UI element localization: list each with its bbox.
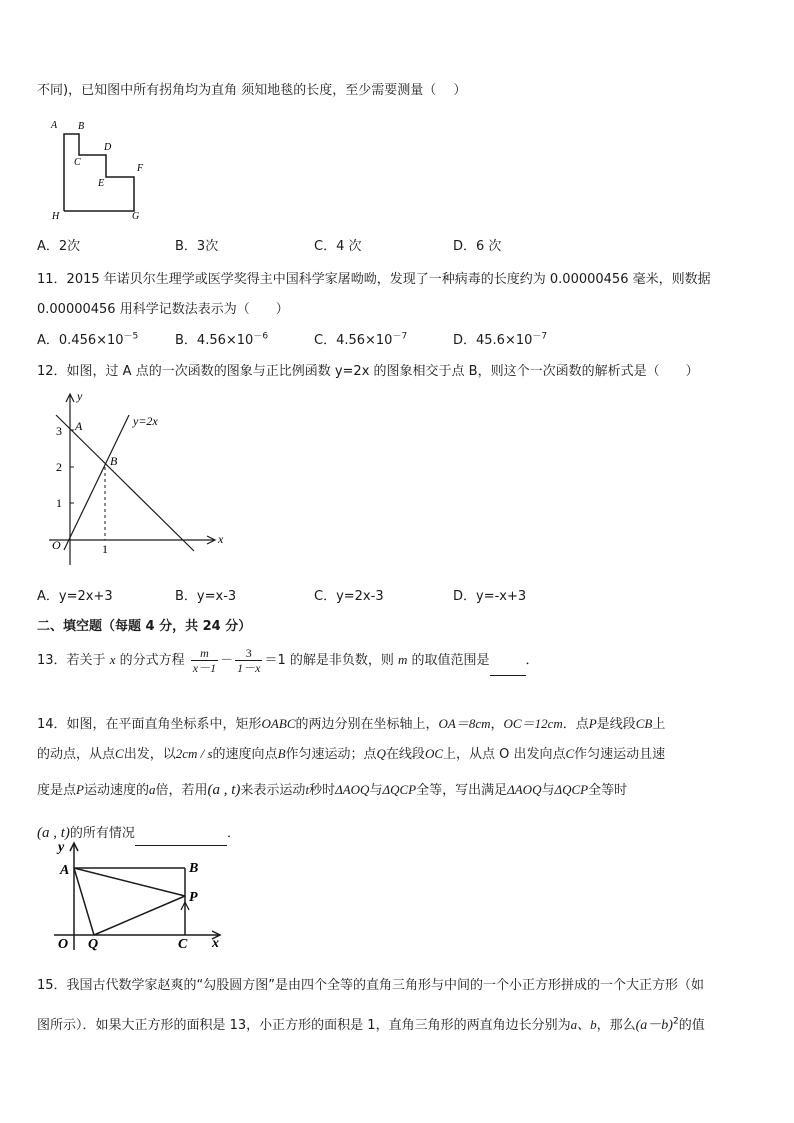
q13-text — [37, 645, 539, 675]
q14-l2m: 作匀速运动且速 — [574, 747, 666, 762]
q10-option-c[interactable]: C．4 次 — [314, 239, 362, 254]
q15-text-line1: 15．我国古代数学家赵爽的“勾股圆方图”是由四个全等的直角三角形与中间的一个小正方形拼成的一个大正方形（如 — [37, 978, 705, 993]
q14-l1h: P — [588, 716, 597, 731]
q15-l2c: ，那么 — [596, 1018, 636, 1033]
q14-l3m: 全等，写出满足 — [416, 783, 508, 798]
q12-origin-label: O — [52, 538, 61, 552]
q10-option-d[interactable]: D．6 次 — [453, 239, 502, 254]
q14-l2c: 出发，以 — [123, 747, 176, 762]
q12-tick-x-1: 1 — [102, 542, 108, 556]
q13-var-m: m — [397, 652, 408, 667]
q13-frac2-num: 3 — [235, 646, 262, 661]
q13-fraction-1 — [191, 646, 218, 675]
q10-label-b: B — [78, 121, 85, 132]
q14-l1d: OA＝8cm — [438, 716, 491, 731]
q11-option-c-exp: －7 — [392, 331, 408, 342]
q14-text-line2 — [37, 745, 665, 764]
q14-fig-q-label: Q — [88, 937, 99, 952]
q14-l3c: 运动速度的 — [83, 783, 149, 798]
q12-option-b[interactable]: B．y=x-3 — [175, 589, 237, 604]
q14-l3n: ΔAOQ — [507, 782, 542, 797]
q11-option-a-base: A．0.456×10 — [37, 333, 124, 348]
q10-label-g: G — [132, 211, 140, 222]
q13-minus: － — [220, 653, 234, 668]
q12-option-c[interactable]: C．y=2x-3 — [314, 589, 384, 604]
q12-point-a-label: A — [75, 419, 83, 433]
q15-l2b: a、b — [570, 1017, 597, 1032]
q14-l3d: a — [148, 782, 156, 797]
q14-l1e: ， — [490, 717, 504, 732]
q13-frac1-den: x－1 — [192, 661, 217, 675]
q13-end: ． — [525, 653, 539, 668]
q10-label-e: E — [98, 178, 105, 189]
q11-option-b[interactable] — [175, 332, 268, 350]
q13-frac1-num: m — [191, 646, 218, 661]
q10-option-a[interactable]: A．2次 — [37, 239, 81, 254]
q13-frac2-den: 1－x — [237, 661, 261, 675]
q14-l3f: (a , t) — [207, 782, 241, 798]
q11-option-b-exp: －6 — [253, 331, 269, 342]
q11-option-b-base: B．4.56×10 — [175, 333, 254, 348]
q10-text: 不同)，已知图中所有拐角均为直角 须知地毯的长度，至少需要测量（ ） — [37, 83, 467, 98]
q15-text-line2 — [37, 1014, 705, 1037]
q11-option-d-exp: －7 — [532, 331, 548, 342]
q10-label-c: C — [74, 157, 81, 168]
q12-text: 12．如图，过 A 点的一次函数的图象与正比例函数 y=2x 的图象相交于点 B，则这个一次函数的解析式是（ ） — [37, 364, 699, 379]
q14-fig-x-label: x — [212, 936, 219, 951]
q14-fig-y-label: y — [58, 840, 65, 855]
q14-l3j: ΔAOQ — [335, 782, 370, 797]
q15-l2e: 2 — [672, 1016, 679, 1027]
q10-carpet-figure — [44, 115, 154, 225]
q14-l1k: 上 — [652, 717, 666, 732]
q14-l3o: 与 — [541, 783, 555, 798]
q11-option-d[interactable] — [453, 332, 547, 350]
q14-l2h: Q — [376, 746, 386, 761]
q14-l1i: 是线段 — [596, 717, 636, 732]
q12-y-axis-label: y — [77, 389, 83, 403]
q11-option-c-base: C．4.56×10 — [314, 333, 393, 348]
q11-text-line2: 0.00000456 用科学记数法表示为（ ） — [37, 302, 289, 317]
q14-l3g: 来表示运动 — [240, 783, 306, 798]
q10-option-b[interactable]: B．3次 — [175, 239, 219, 254]
q11-text-line1: 11．2015 年诺贝尔生理学或医学奖得主中国科学家屠呦呦，发现了一种病毒的长度约为 0.00000456 毫米，则数据 — [37, 272, 711, 287]
q14-l3a: 度是点 — [37, 783, 77, 798]
q14-l1g: ．点 — [562, 717, 589, 732]
q15-l2d: (a－b) — [635, 1018, 673, 1033]
q14-l3b: P — [76, 782, 84, 797]
q11-option-a-exp: －5 — [123, 331, 139, 342]
q12-option-a[interactable]: A．y=2x+3 — [37, 589, 113, 604]
q13-pre: 13．若关于 — [37, 653, 106, 668]
q14-fig-o-label: O — [58, 937, 69, 952]
q10-label-a: A — [51, 120, 58, 131]
q14-l4a: (a , t) — [37, 825, 70, 841]
q12-tick-y-3: 3 — [56, 424, 62, 438]
q14-l3k: 与 — [369, 783, 383, 798]
q15-l2f: 的值 — [678, 1018, 705, 1033]
q13-post: 的取值范围是 — [411, 653, 490, 668]
q14-l1c: 的两边分别在坐标轴上， — [295, 717, 439, 732]
q14-text-line3 — [37, 778, 627, 803]
q14-l2k: 上，从点 O 出发向点 — [443, 747, 566, 762]
q12-point-b-label: B — [110, 454, 118, 468]
q14-l2f: B — [277, 746, 286, 761]
q14-rectangle-figure — [44, 838, 234, 953]
q12-tick-y-1: 1 — [56, 496, 62, 510]
q14-l3l: ΔQCP — [382, 782, 417, 797]
q13-mid: 的分式方程 — [119, 653, 185, 668]
q14-l2g: 作匀速运动；点 — [285, 747, 377, 762]
q11-option-a[interactable] — [37, 332, 138, 350]
q14-l2e: 的速度向点 — [212, 747, 278, 762]
q14-l1b: OABC — [261, 716, 296, 731]
q14-fig-p-label: P — [189, 890, 198, 905]
q13-answer-blank[interactable] — [490, 661, 526, 676]
q14-l1a: 14．如图，在平面直角坐标系中，矩形 — [37, 717, 262, 732]
q13-fraction-2 — [235, 646, 262, 675]
q14-l2j: OC — [424, 746, 443, 761]
q14-fig-a-label: A — [60, 863, 70, 878]
q15-l2a: 图所示）．如果大正方形的面积是 13，小正方形的面积是 1，直角三角形的两直角边长分别为 — [37, 1018, 571, 1033]
q14-l2a: 的动点，从点 — [37, 747, 116, 762]
q14-l3i: 秒时 — [309, 783, 336, 798]
q13-eq: ＝1 的解是非负数，则 — [264, 653, 394, 668]
q14-l4c: ． — [226, 826, 240, 841]
q14-l2d: 2cm / s — [175, 746, 213, 761]
q14-fig-c-label: C — [178, 937, 188, 952]
q12-tick-y-2: 2 — [56, 460, 62, 474]
section-heading-fill-in: 二、填空题（每题 4 分，共 24 分） — [37, 619, 252, 634]
q10-label-f: F — [137, 163, 144, 174]
q12-x-axis-label: x — [218, 532, 224, 546]
q12-line-label: y=2x — [133, 414, 158, 428]
q10-label-d: D — [104, 142, 112, 153]
q14-l3e: 倍，若用 — [155, 783, 208, 798]
q14-l1j: CB — [635, 716, 653, 731]
q14-fig-b-label: B — [189, 861, 199, 876]
q11-option-d-base: D．45.6×10 — [453, 333, 533, 348]
q14-l3h: t — [305, 782, 310, 797]
q12-graph — [44, 385, 244, 570]
q14-text-line1 — [37, 715, 665, 734]
q10-label-h: H — [52, 211, 60, 222]
q14-l3q: 全等时 — [588, 783, 628, 798]
q13-var-x: x — [109, 652, 116, 667]
q14-l3p: ΔQCP — [554, 782, 589, 797]
q14-l1f: OC＝12cm — [503, 716, 563, 731]
q14-l4b: 的所有情况 — [69, 826, 135, 841]
q14-l2b: C — [115, 746, 124, 761]
q11-option-c[interactable] — [314, 332, 407, 350]
q14-l2i: 在线段 — [385, 747, 425, 762]
q12-option-d[interactable]: D．y=-x+3 — [453, 589, 527, 604]
q14-l2l: C — [565, 746, 575, 761]
